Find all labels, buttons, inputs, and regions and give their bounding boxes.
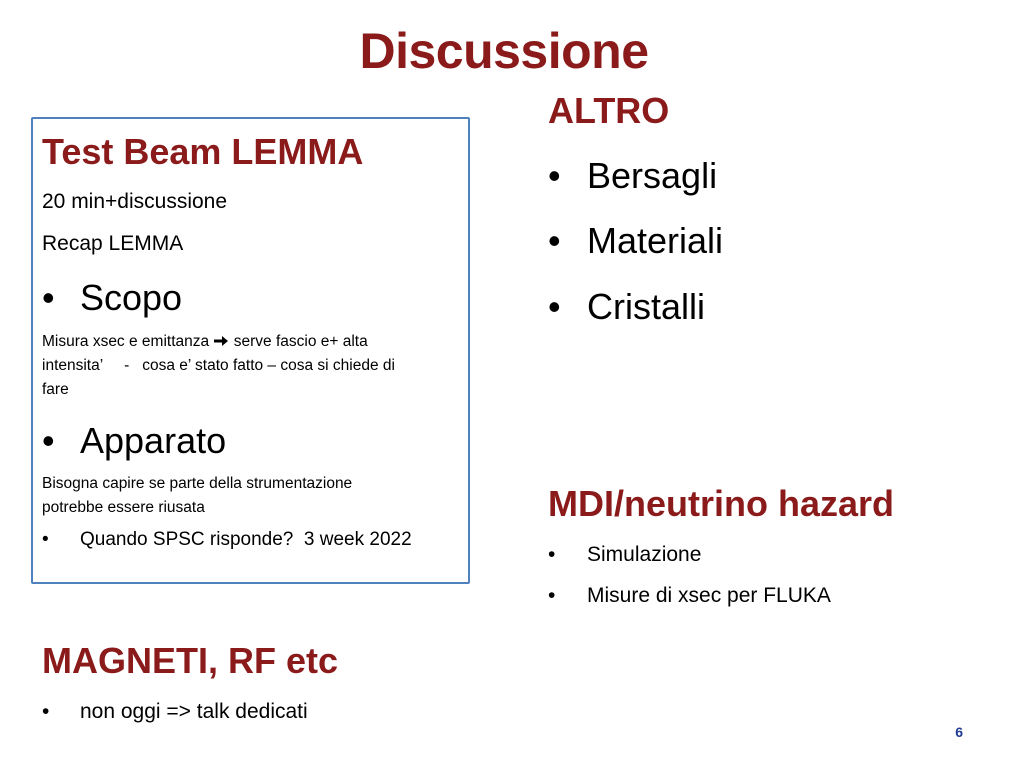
mdi-item: Simulazione bbox=[587, 543, 702, 566]
altro-item: Bersagli bbox=[587, 155, 718, 196]
apparato-line2: potrebbe essere riusata bbox=[42, 499, 205, 516]
magneti-item: non oggi => talk dedicati bbox=[80, 700, 308, 723]
scopo-line3: fare bbox=[42, 381, 69, 398]
bullet-icon: • bbox=[42, 420, 55, 461]
bullet-icon: • bbox=[548, 584, 556, 607]
apparato-bullet-text: Quando SPSC risponde? 3 week 2022 bbox=[80, 529, 412, 550]
bullet-icon: • bbox=[548, 220, 561, 261]
mdi-heading: MDI/neutrino hazard bbox=[548, 483, 895, 524]
bullet-icon: • bbox=[548, 286, 561, 327]
recap-text: Recap LEMMA bbox=[42, 232, 184, 255]
magneti-heading: MAGNETI, RF etc bbox=[42, 640, 339, 681]
apparato-line1: Bisogna capire se parte della strumentazione bbox=[42, 475, 353, 492]
page-number: 6 bbox=[955, 724, 963, 740]
scopo-text-part1: Misura xsec e emittanza bbox=[42, 333, 210, 350]
mdi-item: Misure di xsec per FLUKA bbox=[587, 584, 831, 607]
slide-title: Discussione bbox=[359, 23, 649, 79]
bullet-icon: • bbox=[42, 529, 49, 550]
bullet-icon: • bbox=[548, 155, 561, 196]
altro-item: Cristalli bbox=[587, 286, 706, 327]
altro-heading: ALTRO bbox=[548, 90, 670, 131]
right-arrow-icon bbox=[213, 335, 229, 347]
scopo-text-part2: serve fascio e+ alta bbox=[233, 333, 368, 350]
altro-item: Materiali bbox=[587, 220, 724, 261]
apparato-label: Apparato bbox=[80, 420, 227, 461]
scopo-line2: intensita’ - cosa e’ stato fatto – cosa si chiede di bbox=[42, 357, 395, 374]
bullet-icon: • bbox=[42, 700, 50, 723]
test-beam-heading: Test Beam LEMMA bbox=[42, 131, 364, 172]
scopo-label: Scopo bbox=[80, 277, 183, 318]
bullet-icon: • bbox=[42, 277, 55, 318]
duration-text: 20 min+discussione bbox=[42, 190, 228, 213]
bullet-icon: • bbox=[548, 543, 556, 566]
scopo-line1 bbox=[42, 333, 368, 351]
